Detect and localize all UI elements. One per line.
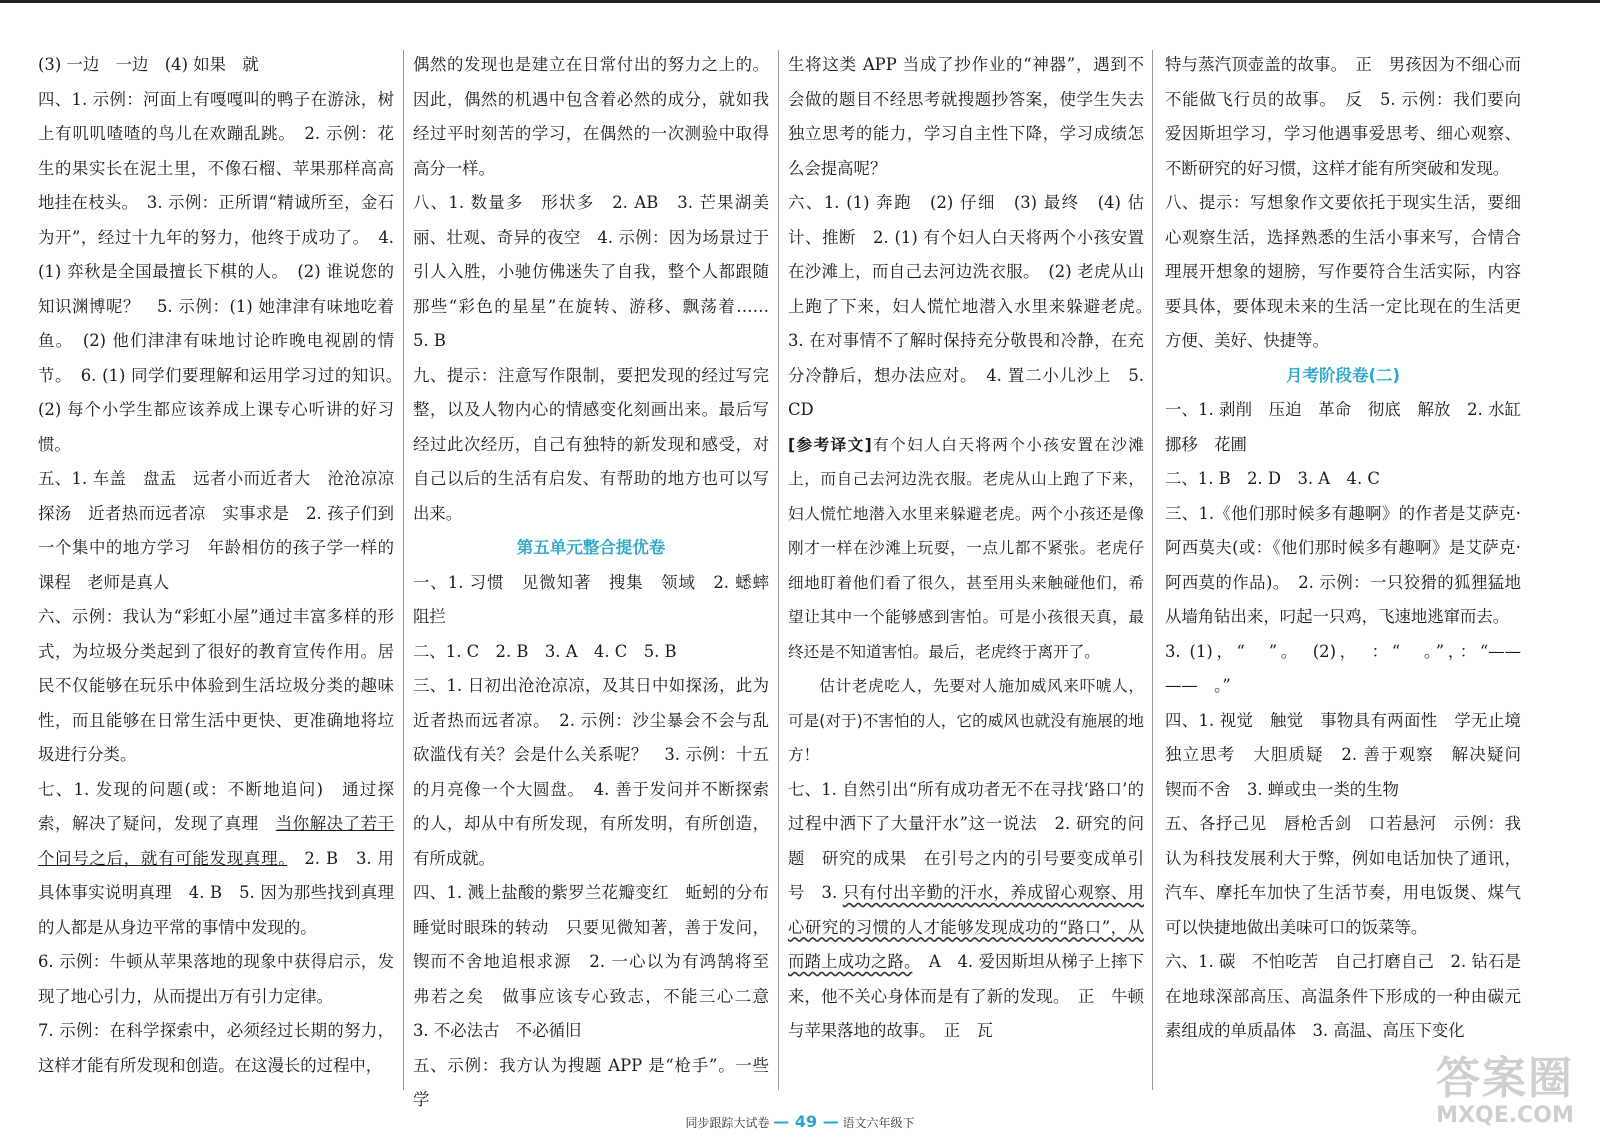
answer-paragraph: 六、1. 碳 不怕吃苦 自己打磨自己 2. 钻石是在地球深部高压、高温条件下形成的一种由碳元素组成的单质晶体 3. 高温、高压下变化 [1165, 952, 1521, 1040]
translation-label: [参考译文] [788, 435, 872, 454]
answer-paragraph: 一、1. 习惯 见微知著 搜集 领域 2. 蟋蟀 阻拦 [413, 572, 786, 626]
section-title: 第五单元整合提优卷 [516, 538, 666, 557]
answer-paragraph: 特与蒸汽顶壶盖的故事。 正 男孩因为不细心而不能做飞行员的故事。 反 5. 示例：我们要向爱因斯坦学习，学习他遇事爱思考、细心观察、不断研究的好习惯，这样才能有所突破和发现。 [1165, 55, 1521, 178]
answer-paragraph: 三、1. 日初出沧沧凉凉，及其日中如探汤，此为近者热而远者凉。 2. 示例：沙尘暴会不会与乱砍滥伐有关？会是什么关系呢？ 3. 示例：十五的月亮像一个大圆盘。 4. 善于发问并不断探索的人，却从中有所发现，有所发明，有所创造，有所成就。 [413, 676, 769, 868]
answer-paragraph: (3) 一边 一边 (4) 如果 就 [38, 55, 259, 74]
answer-text: 七、1. 发现的问题(或：不断地追问) 通过探索，解决了疑问，发现了真理 [38, 779, 394, 833]
translation-paragraph [788, 428, 1144, 670]
answer-paragraph: 九、提示：注意写作限制，要把发现的经过写完整，以及人物内心的情感变化刻画出来。最后写经过此次经历，自己有独特的新发现和感受，对自己以后的生活有启发、有帮助的地方也可以写出来。 [413, 365, 769, 523]
answer-text: 七、1. 自然引出“所有成功者无不在寻找‘路口’的过程中洒下了大量汗水”这一说法 2. 研究的问题 研究的成果 在引号之内的引号要变成单引号 3. [788, 779, 1144, 902]
answer-paragraph: 六、示例：我认为“彩虹小屋”通过丰富多样的形式，为垃圾分类起到了很好的教育宣传作用。居民不仅能够在玩乐中体验到生活垃圾分类的趣味性，而且能够在日常生活中更快、更准确地将垃圾进行分类。 [38, 607, 394, 764]
answer-paragraph: 一、1. 剥削 压迫 革命 彻底 解放 2. 水缸 挪移 花圃 [1165, 400, 1538, 454]
answer-paragraph: 三、1.《他们那时候多有趣啊》的作者是艾萨克·阿西莫夫(或：《他们那时候多有趣啊》是艾萨克·阿西莫的作品)。 2. 示例：一只狡猾的狐狸猛地从墙角钻出来，叼起一只鸡，飞速地逃窜而去。 [1165, 503, 1521, 626]
wavy-underlined-answer: 只有付出辛勤的汗水，养成留心观察、用心研究的习惯的人才能够发现成功的“路口”，从而踏上成功之路。 [788, 883, 1144, 971]
column-1 [38, 48, 411, 1100]
answer-paragraph: 四、1. 视觉 触觉 事物具有两面性 学无止境 独立思考 大胆质疑 2. 善于观察 解决疑问 锲而不舍 3. 蝉或虫一类的生物 [1165, 710, 1538, 799]
answer-paragraph: 生将这类 APP 当成了抄作业的“神器”，遇到不会做的题目不经思考就搜题抄答案，使学生失去独立思考的能力，学习自主性下降，学习成绩怎么会提高呢？ [788, 55, 1144, 178]
answer-paragraph: 四、1. 溅上盐酸的紫罗兰花瓣变红 蚯蚓的分布 睡觉时眼珠的转动 只要见微知著，善于发问，锲而不舍地追根求源 2. 一心以为有鸿鹄将至 弗若之矣 做事应该专心致志，不能三心二意 3. 不必法古 不必循旧 [413, 883, 786, 1040]
column-4 [1165, 48, 1538, 1100]
answer-paragraph: 7. 示例：在科学探索中，必须经过长期的努力，这样才能有所发现和创造。在这漫长的过程中， [38, 1021, 394, 1075]
watermark-logo [1430, 1055, 1580, 1140]
underlined-answer: 当你解决了若干个问号之后，就有可能发现真理。 [38, 814, 395, 868]
answer-paragraph [788, 773, 1144, 1049]
answer-paragraph: 八、提示：写想象作文要依托于现实生活，要细心观察生活，选择熟悉的生活小事来写，合情合理展开想象的翅膀，写作要符合生活实际，内容要具体，要体现未来的生活一定比现在的生活更方便、美好、快捷等。 [1165, 193, 1521, 350]
answer-text: 2. B 3. 用具体事实说明真理 4. B 5. 因为那些找到真理的人都是从身边平常的事情中发现的。 [38, 848, 394, 937]
translation-paragraph: 估计老虎吃人，先要对人施加威风来吓唬人，可是(对于)不害怕的人，它的威风也就没有施展的地方！ [788, 677, 1144, 764]
footer-subject: 语文六年级下 [842, 1116, 915, 1130]
watermark-url: MXQE.COM [1436, 1103, 1574, 1128]
column-2 [413, 48, 786, 1109]
answer-paragraph: 二、1. B 2. D 3. A 4. C [1165, 469, 1380, 488]
translation-text: 有个妇人白天将两个小孩安置在沙滩上，而自己去河边洗衣服。老虎从山上跑了下来，妇人慌忙地潜入水里来躲避老虎。两个小孩还是像刚才一样在沙滩上玩耍，一点儿都不紧张。老虎仔细地盯着他们看了很久，甚至用头来触碰他们，希望让其中一个能够感到害怕。可是小孩很天真，最终还是不知道害怕。最后，老虎终于离开了。 [788, 435, 1144, 661]
answer-text: A 4. 爱因斯坦从梯子上摔下来，他不关心身体而是有了新的发现。 正 牛顿与苹果落地的故事。 正 瓦 [788, 952, 1144, 1040]
answer-paragraph [38, 773, 394, 946]
answer-paragraph: 五、1. 车盖 盘盂 远者小而近者大 沧沧凉凉 探汤 近者热而远者凉 实事求是 2. 孩子们到一个集中的地方学习 年龄相仿的孩子学一样的课程 老师是真人 [38, 469, 411, 592]
answer-paragraph: 四、1. 示例：河面上有嘎嘎叫的鸭子在游泳，树上有叽叽喳喳的鸟儿在欢蹦乱跳。 2. 示例：花生的果实长在泥土里，不像石榴、苹果那样高高地挂在枝头。 3. 示例：正所谓“精诚所至，金石为开”，经过十九年的努力，他终于成功了。 4. (1) 弈秋是全国最擅长下棋的人。 (2) 谁说您的知识渊博呢？ 5. 示例：(1) 她津津有味地吃着鱼。 (2) 他们津津有味地讨论昨晚电视剧的情节。 6. (1) 同学们要理解和运用学习过的知识。 (2) 每个小学生都应该养成上课专心听讲的好习惯。 [38, 89, 411, 454]
column-3 [788, 48, 1161, 1100]
answer-paragraph: 3. (1)，“ ”。 (2)， ：“ 。”，：“—— —— 。” [1165, 641, 1538, 695]
watermark-text: 答案圈 [1436, 1053, 1574, 1104]
answer-paragraph: 二、1. C 2. B 3. A 4. C 5. B [413, 641, 677, 661]
answer-paragraph: 五、示例：我方认为搜题 APP 是“枪手”。一些学 [413, 1055, 769, 1109]
answer-paragraph: 偶然的发现也是建立在日常付出的努力之上的。因此，偶然的机遇中包含着必然的成分，就如我经过平时刻苦的学习，在偶然的一次测验中取得高分一样。 [413, 55, 769, 178]
section-title: 月考阶段卷(二) [1285, 365, 1401, 385]
footer-book-title: 同步跟踪大试卷 [685, 1116, 770, 1130]
answer-paragraph: 八、1. 数量多 形状多 2. AB 3. 芒果湖美丽、壮观、奇异的夜空 4. 示例：因为场景过于引人入胜，小驰仿佛迷失了自我，整个人都跟随那些“彩色的星星”在旋转、游移、飘荡着…… 5. B [413, 193, 786, 350]
top-rule [0, 0, 1600, 3]
answer-paragraph: 五、各抒己见 唇枪舌剑 口若悬河 示例：我认为科技发展利大于弊，例如电话加快了通讯，汽车、摩托车加快了生活节奏，用电饭煲、煤气可以快捷地做出美味可口的饭菜等。 [1165, 814, 1521, 937]
page-footer [0, 1112, 1600, 1131]
answer-paragraph: 六、1. (1) 奔跑 (2) 仔细 (3) 最终 (4) 估计、推断 2. (1) 有个妇人白天将两个小孩安置在沙滩上，而自己去河边洗衣服。 (2) 老虎从山上跑了下来，妇人慌忙地潜入水里来躲避老虎。 3. 在对事情不了解时保持充分敬畏和冷静，在充分冷静后，想办法应对。 4. 置二小儿沙上 5. CD [788, 193, 1161, 419]
answer-paragraph: 6. 示例：牛顿从苹果落地的现象中获得启示，发现了地心引力，从而提出万有引力定律。 [38, 952, 394, 1006]
answer-columns [38, 48, 1538, 1109]
page-number: — 49 — [773, 1112, 839, 1131]
